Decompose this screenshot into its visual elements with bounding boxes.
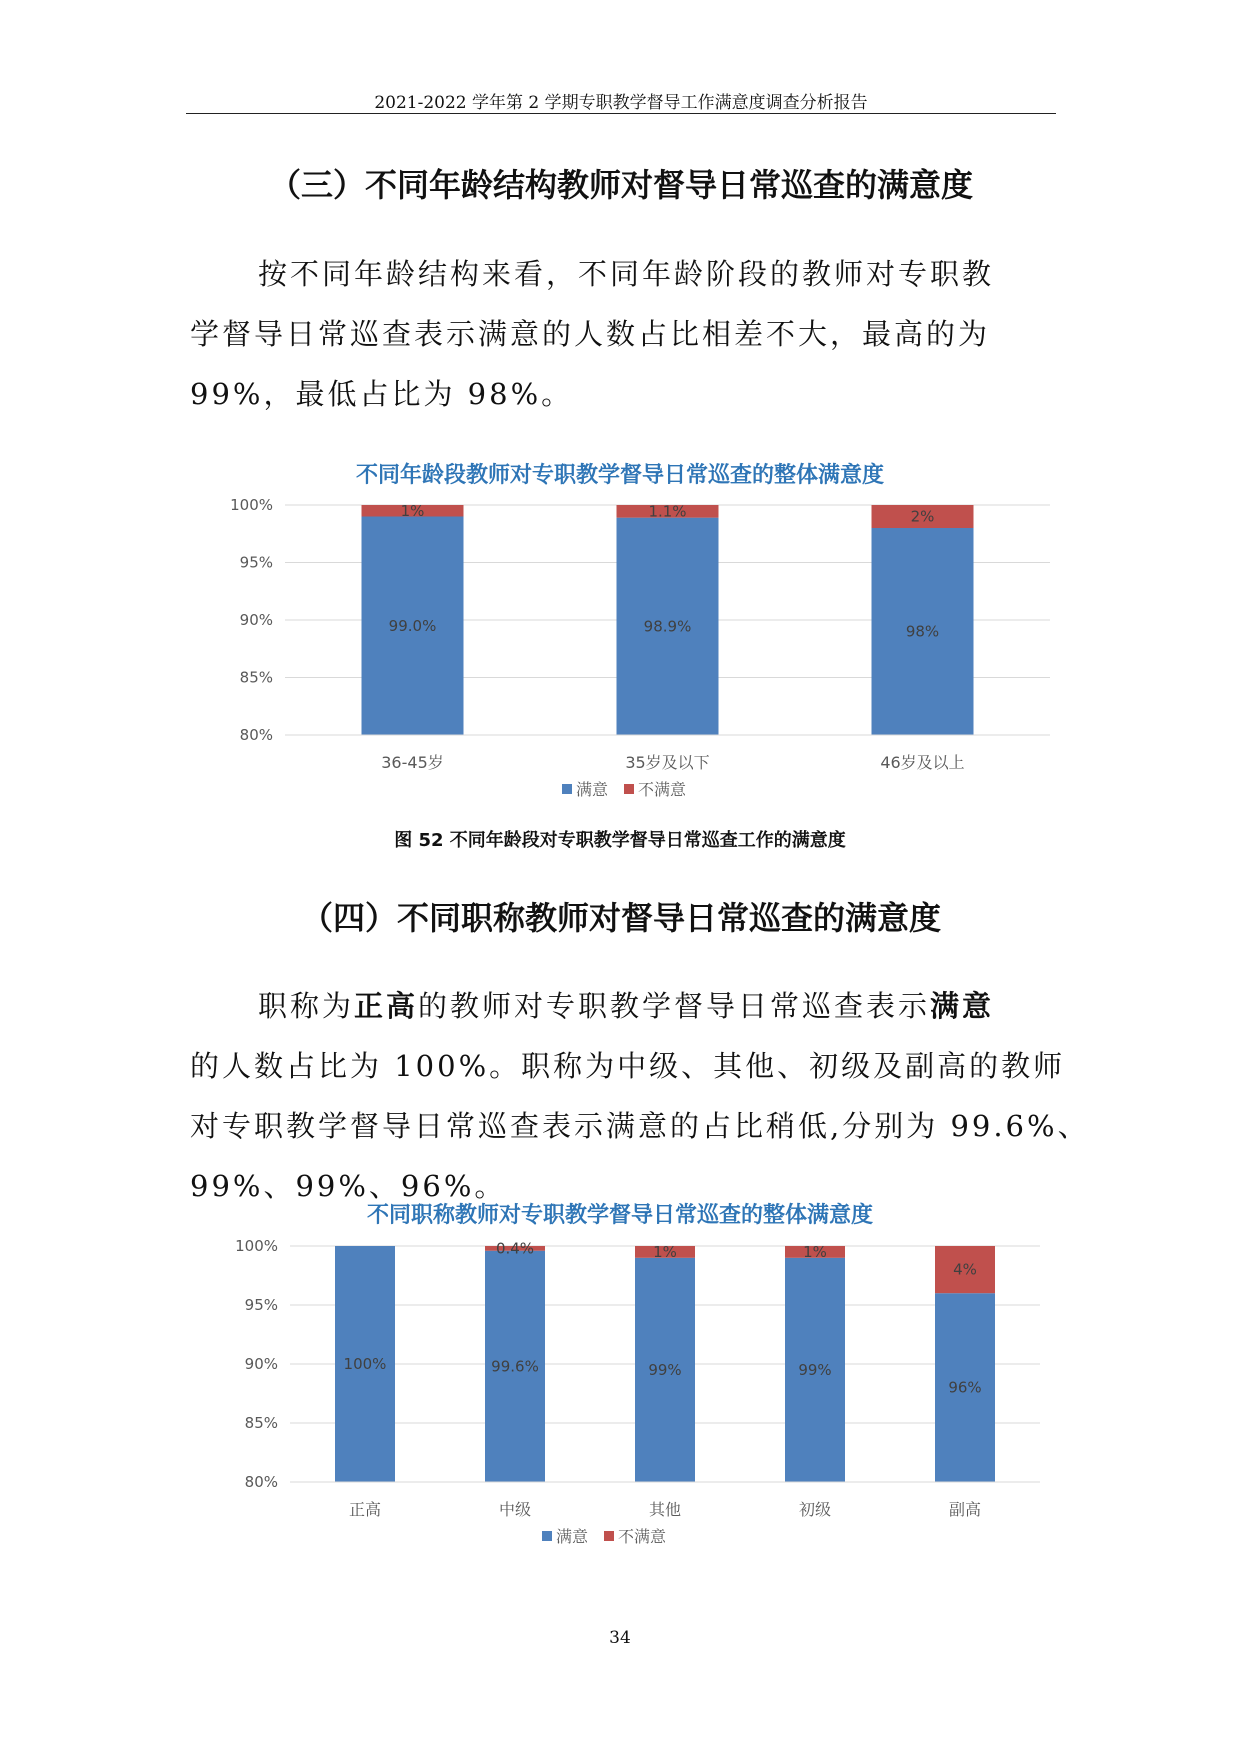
chart-title-age: 不同年龄段教师对专职教学督导日常巡查的整体满意度 bbox=[355, 463, 884, 488]
paragraph-line: 按不同年龄结构来看，不同年龄阶段的教师对专职教 bbox=[258, 257, 995, 291]
legend-label: 满意 bbox=[556, 1527, 589, 1546]
paragraph-line: 99%，最低占比为 98%。 bbox=[190, 377, 574, 411]
data-label: 99% bbox=[798, 1360, 832, 1379]
x-tick-label: 正高 bbox=[348, 1500, 382, 1519]
chart-title-rank-satisfaction bbox=[0, 1230, 1240, 1560]
section-title-title-rank: （四）不同职称教师对督导日常巡查的满意度 bbox=[300, 899, 941, 937]
text-run: 的教师对专职教学督导日常巡查表示 bbox=[418, 989, 931, 1023]
data-label: 98.9% bbox=[643, 617, 692, 636]
data-label: 100% bbox=[343, 1355, 387, 1373]
legend-label: 不满意 bbox=[618, 1527, 667, 1546]
x-tick-label: 副高 bbox=[948, 1500, 982, 1519]
y-tick-label: 85% bbox=[244, 1414, 278, 1432]
paragraph-line bbox=[190, 976, 1050, 1036]
legend-swatch bbox=[604, 1531, 614, 1541]
data-label: 1% bbox=[653, 1242, 677, 1261]
y-tick-label: 100% bbox=[235, 1237, 278, 1255]
text-run: 职称为 bbox=[258, 989, 355, 1023]
y-tick-label: 80% bbox=[239, 726, 273, 744]
x-tick-label: 中级 bbox=[498, 1500, 532, 1519]
data-label: 99.6% bbox=[491, 1357, 539, 1376]
legend-swatch bbox=[542, 1531, 552, 1541]
legend-swatch bbox=[562, 784, 572, 794]
paragraph-line: 的人数占比为 100%。职称为中级、其他、初级及副高的教师 bbox=[190, 1049, 1066, 1083]
paragraph-title-rank bbox=[190, 976, 1090, 1216]
bold-text: 正高 bbox=[354, 989, 419, 1023]
legend-label: 满意 bbox=[576, 780, 609, 799]
header-rule bbox=[186, 113, 1056, 114]
data-label: 96% bbox=[948, 1378, 982, 1397]
data-label: 1.1% bbox=[648, 502, 687, 521]
section-title-age: （三）不同年龄结构教师对督导日常巡查的满意度 bbox=[268, 166, 973, 204]
data-label: 1% bbox=[803, 1242, 827, 1261]
data-label: 4% bbox=[953, 1260, 977, 1279]
bold-text: 满意 bbox=[930, 989, 995, 1023]
data-label: 1% bbox=[400, 501, 425, 520]
data-label: 98% bbox=[905, 622, 940, 641]
y-tick-label: 95% bbox=[239, 553, 273, 572]
y-tick-label: 90% bbox=[244, 1355, 278, 1373]
legend-swatch bbox=[624, 784, 634, 794]
y-tick-label: 100% bbox=[230, 496, 273, 514]
paragraph-line: 学督导日常巡查表示满意的人数占比相差不大，最高的为 bbox=[190, 317, 991, 351]
x-tick-label: 36-45岁 bbox=[381, 753, 444, 772]
y-tick-label: 80% bbox=[244, 1473, 278, 1491]
x-tick-label: 46岁及以上 bbox=[880, 753, 965, 772]
page-number: 34 bbox=[609, 1628, 631, 1648]
data-label: 99.0% bbox=[388, 616, 437, 635]
paragraph-age bbox=[190, 244, 1050, 424]
page-header: 2021-2022 学年第 2 学期专职教学督导工作满意度调查分析报告 bbox=[374, 93, 868, 113]
y-tick-label: 85% bbox=[239, 668, 273, 687]
y-tick-label: 90% bbox=[239, 611, 273, 629]
data-label: 99% bbox=[648, 1360, 682, 1379]
x-tick-label: 35岁及以下 bbox=[625, 753, 710, 772]
paragraph-line: 对专职教学督导日常巡查表示满意的占比稍低,分别为 99.6%、 bbox=[190, 1109, 1090, 1143]
paragraph-line: 99%、99%、96%。 bbox=[190, 1169, 507, 1203]
data-label: 0.4% bbox=[495, 1239, 535, 1258]
chart-title-title-rank: 不同职称教师对专职教学督导日常巡查的整体满意度 bbox=[366, 1203, 873, 1228]
chart-age-satisfaction bbox=[0, 490, 1240, 810]
x-tick-label: 初级 bbox=[798, 1500, 832, 1519]
legend-label: 不满意 bbox=[638, 780, 687, 799]
y-tick-label: 95% bbox=[244, 1296, 278, 1314]
x-tick-label: 其他 bbox=[648, 1500, 682, 1519]
figure-caption: 图 52 不同年龄段对专职教学督导日常巡查工作的满意度 bbox=[394, 830, 846, 851]
data-label: 2% bbox=[910, 507, 935, 526]
